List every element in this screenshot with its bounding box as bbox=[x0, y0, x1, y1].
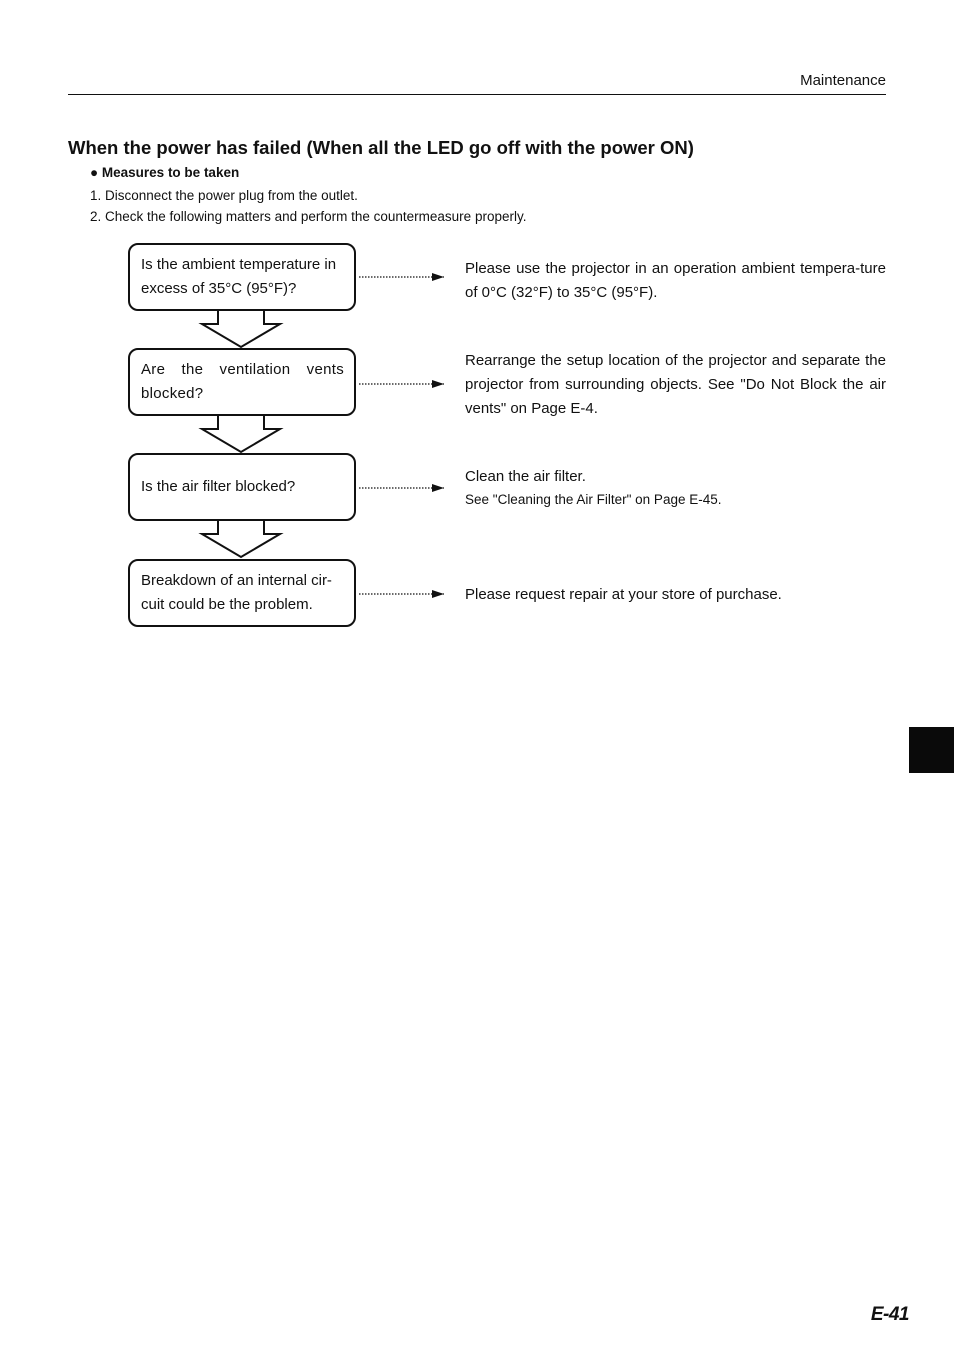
question-text: Breakdown of an internal cir-cuit could be the problem. bbox=[141, 572, 332, 613]
answer-air-filter bbox=[465, 465, 886, 511]
answer-note: See "Cleaning the Air Filter" on Page E-45. bbox=[465, 492, 722, 507]
chapter-thumb-tab bbox=[909, 727, 954, 773]
down-arrow-icon bbox=[202, 521, 280, 557]
question-text: Are the ventilation vents blocked? bbox=[141, 361, 344, 402]
page-number: E-41 bbox=[870, 1304, 909, 1325]
measures-heading: ● Measures to be taken bbox=[90, 165, 240, 180]
step-2: 2. Check the following matters and perform the countermeasure properly. bbox=[90, 209, 527, 224]
answer-repair: Please request repair at your store of purchase. bbox=[465, 586, 782, 603]
question-text: Is the air filter blocked? bbox=[141, 478, 296, 495]
question-text: Is the ambient temperature in excess of 35°C (95°F)? bbox=[141, 256, 337, 297]
running-header: Maintenance bbox=[800, 72, 886, 89]
question-box-temperature bbox=[128, 243, 356, 311]
down-arrow-icon bbox=[202, 311, 280, 347]
down-arrow-icon bbox=[202, 416, 280, 452]
answer-text: Clean the air filter. bbox=[465, 468, 586, 485]
question-box-breakdown bbox=[128, 559, 356, 627]
question-box-ventilation bbox=[128, 348, 356, 416]
section-title: When the power has failed (When all the LED go off with the power ON) bbox=[68, 137, 694, 158]
answer-ventilation: Rearrange the setup location of the projector and separate the projector from surrounding objects. See "Do Not Block the air vents" on Page E-4. bbox=[465, 352, 886, 417]
question-box-air-filter bbox=[128, 453, 356, 521]
answer-temperature: Please use the projector in an operation ambient tempera-ture of 0°C (32°F) to 35°C (95°F). bbox=[465, 260, 886, 301]
step-1: 1. Disconnect the power plug from the outlet. bbox=[90, 188, 358, 203]
